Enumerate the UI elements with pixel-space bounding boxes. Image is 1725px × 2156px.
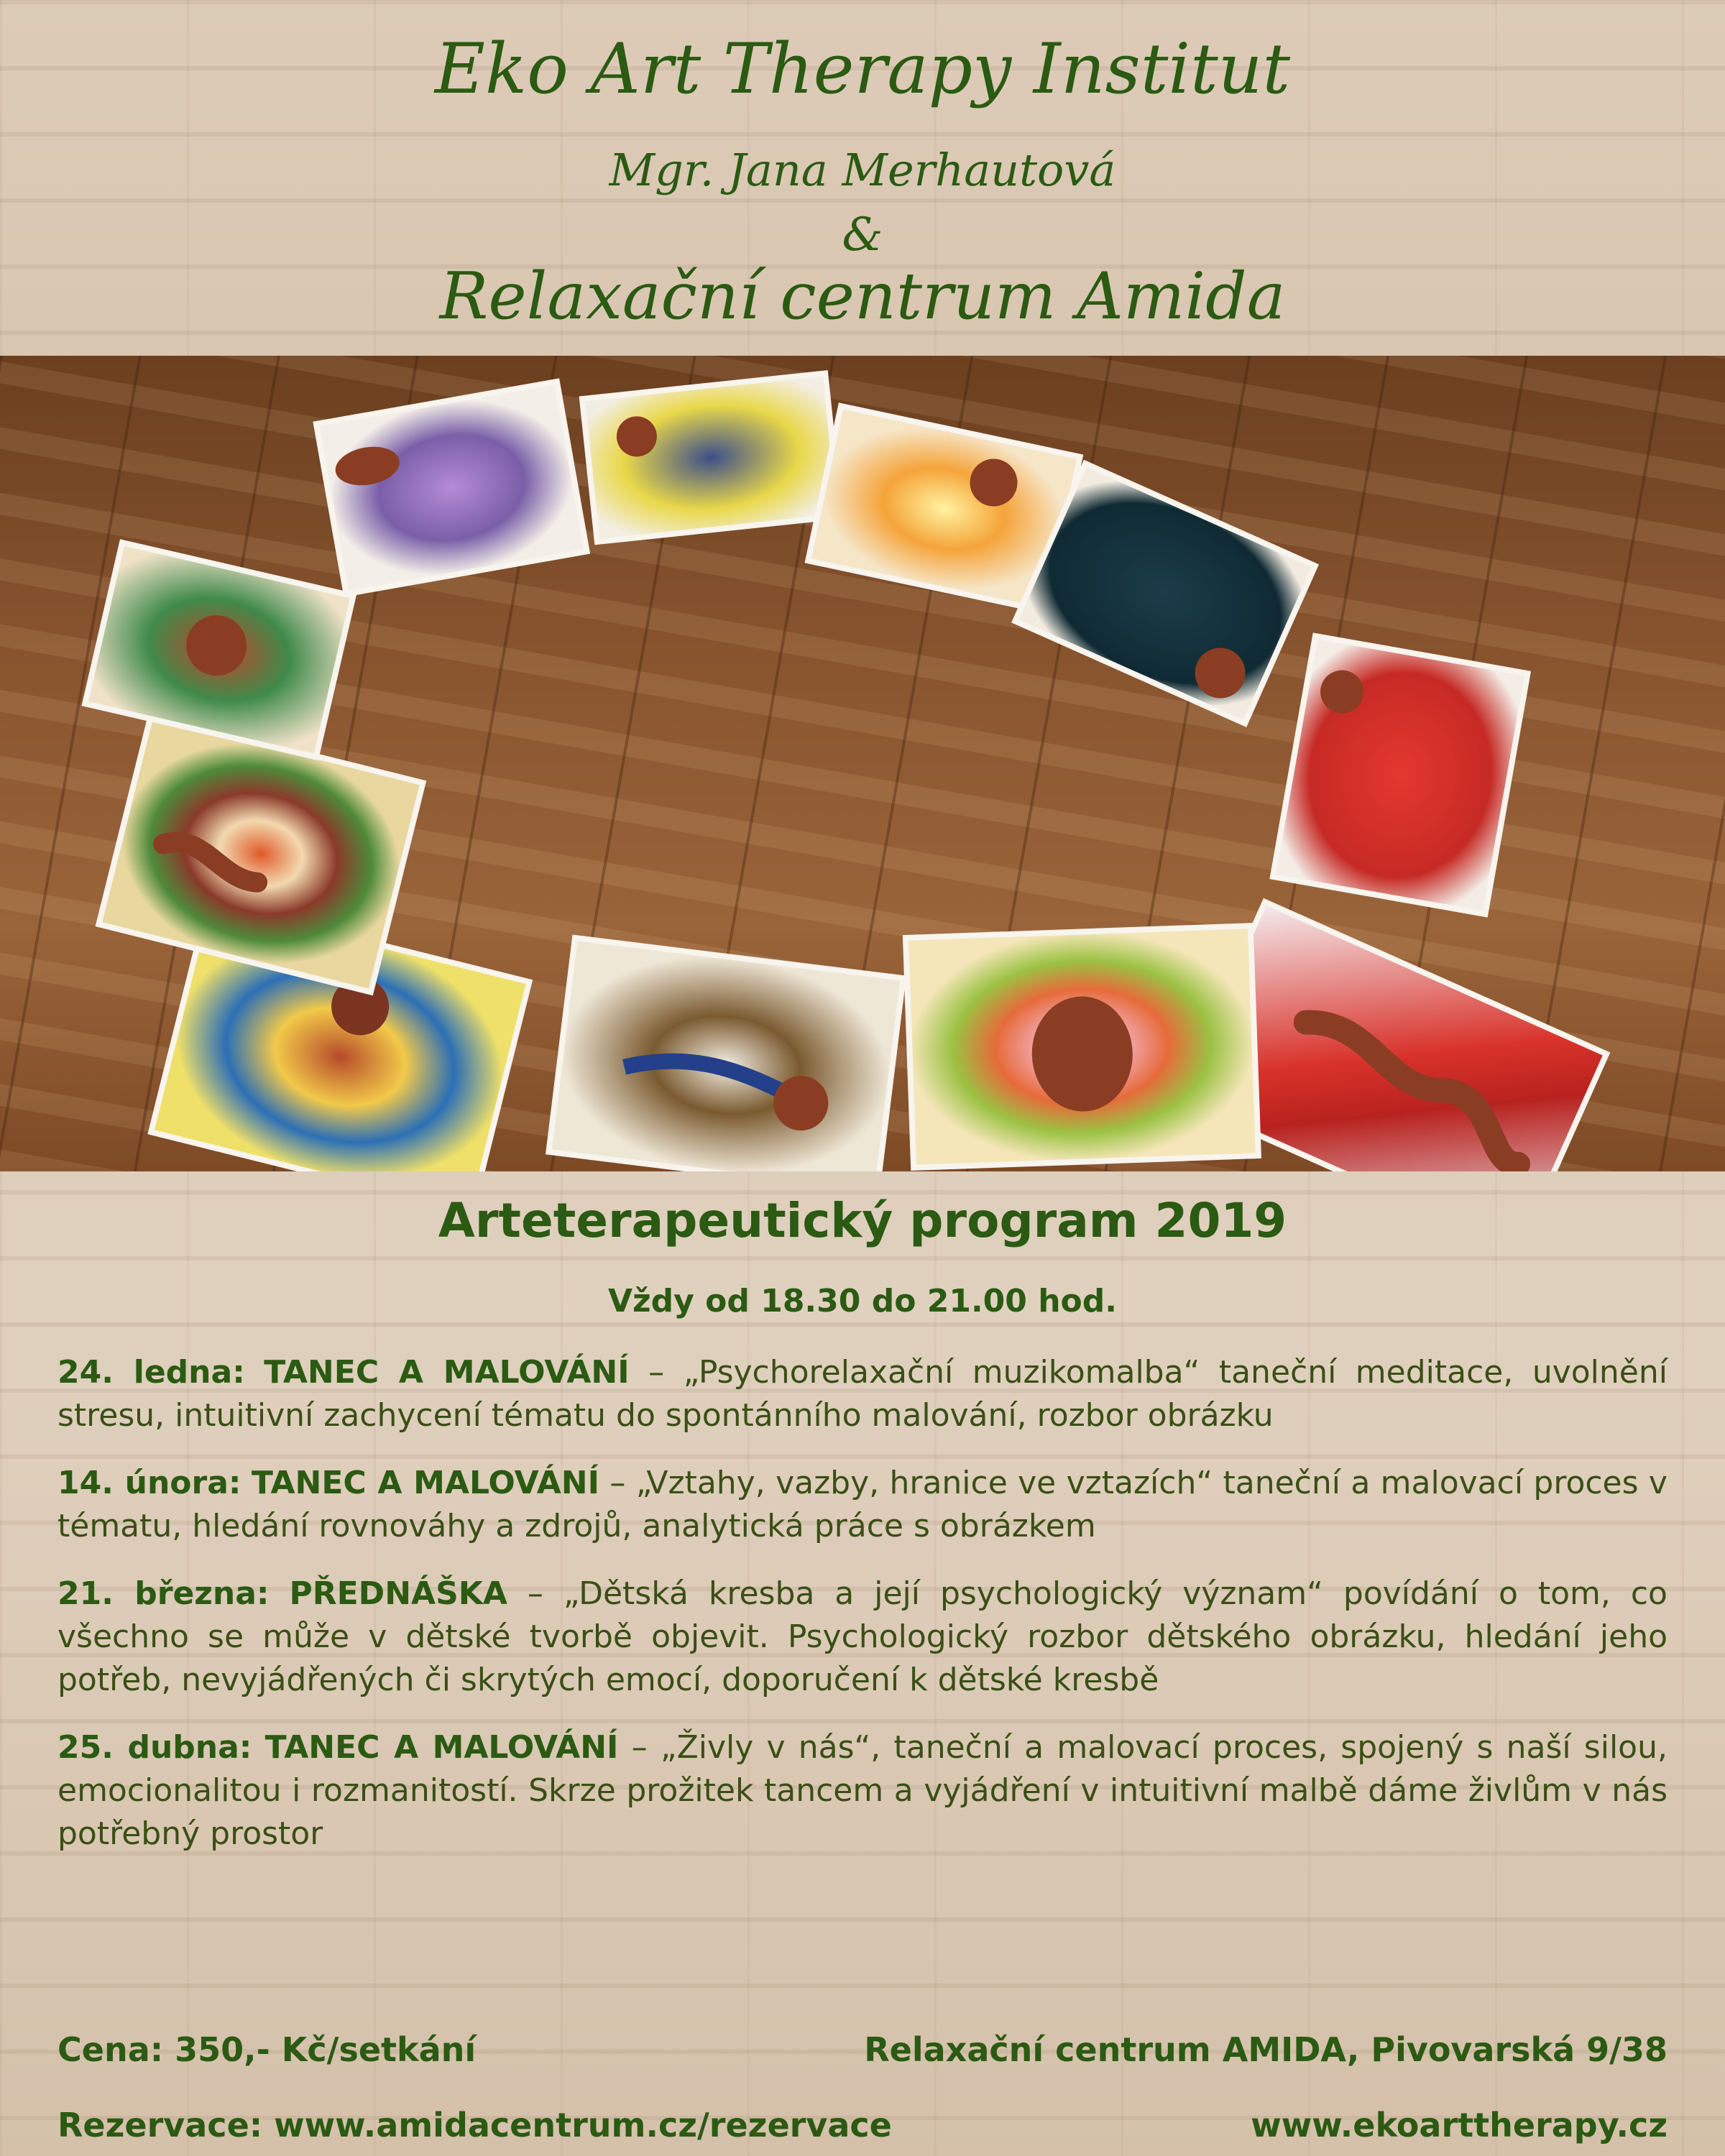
program-entry — [58, 1572, 1668, 1702]
entry-type: PŘEDNÁŠKA — [289, 1575, 507, 1612]
price: Cena: 350,- Kč/setkání — [58, 2030, 477, 2069]
paintings-circle-illustration — [0, 356, 1725, 1171]
entry-text: „Živly v nás“, taneční a malovací proces, spojený s naší silou, emocionalitou i rozmanitostí. Skrze prožitek tancem a vyjádření v intuitivní malbě dáme živlům v nás potřebný prostor — [58, 1729, 1668, 1852]
reservation-link[interactable]: Rezervace: www.amidacentrum.cz/rezervace — [58, 2106, 892, 2145]
header — [0, 0, 1725, 356]
entry-dash: – — [527, 1575, 543, 1612]
location: Relaxační centrum AMIDA, Pivovarská 9/38 — [864, 2030, 1668, 2069]
program-entry — [58, 1462, 1668, 1548]
institute-title: Eko Art Therapy Institut — [434, 29, 1291, 109]
program-entry — [58, 1351, 1668, 1437]
entry-date: 14. února: — [58, 1465, 242, 1501]
program-time: Vždy od 18.30 do 21.00 hod. — [608, 1283, 1117, 1319]
website-link[interactable]: www.ekoarttherapy.cz — [1251, 2106, 1668, 2145]
entry-date: 24. ledna: — [58, 1354, 245, 1391]
program-list — [58, 1351, 1668, 1880]
entry-dash: – — [631, 1729, 648, 1766]
entry-type: TANEC A MALOVÁNÍ — [251, 1465, 599, 1501]
entry-type: TANEC A MALOVÁNÍ — [264, 1729, 619, 1766]
entry-type: TANEC A MALOVÁNÍ — [264, 1354, 630, 1391]
entry-text: „Vztahy, vazby, hranice ve vztazích“ taneční a malovací proces v tématu, hledání rovnováhy a zdrojů, analytická práce s obrázkem — [58, 1465, 1668, 1544]
entry-text: „Psychorelaxační muzikomalba“ taneční meditace, uvolnění stresu, intuitivní zachycení tématu do spontánního malování, rozbor obrázku — [58, 1354, 1668, 1434]
artwork-photo — [0, 356, 1725, 1171]
entry-text: „Dětská kresba a její psychologický význam“ povídání o tom, co všechno se může v dětské tvorbě objevit. Psychologický rozbor dětského obrázku, hledání jeho potřeb, nevyjádřených či skrytých emocí, doporučení k dětské kresbě — [58, 1575, 1668, 1698]
entry-dash: – — [648, 1354, 665, 1391]
ampersand: & — [842, 208, 883, 262]
entry-dash: – — [610, 1465, 626, 1501]
author-name: Mgr. Jana Merhautová — [609, 144, 1116, 196]
entry-date: 21. března: — [58, 1575, 270, 1612]
entry-date: 25. dubna: — [58, 1729, 252, 1766]
partner-name: Relaxační centrum Amida — [439, 259, 1286, 334]
program-title: Arteterapeutický program 2019 — [438, 1193, 1287, 1248]
program-entry — [58, 1726, 1668, 1856]
